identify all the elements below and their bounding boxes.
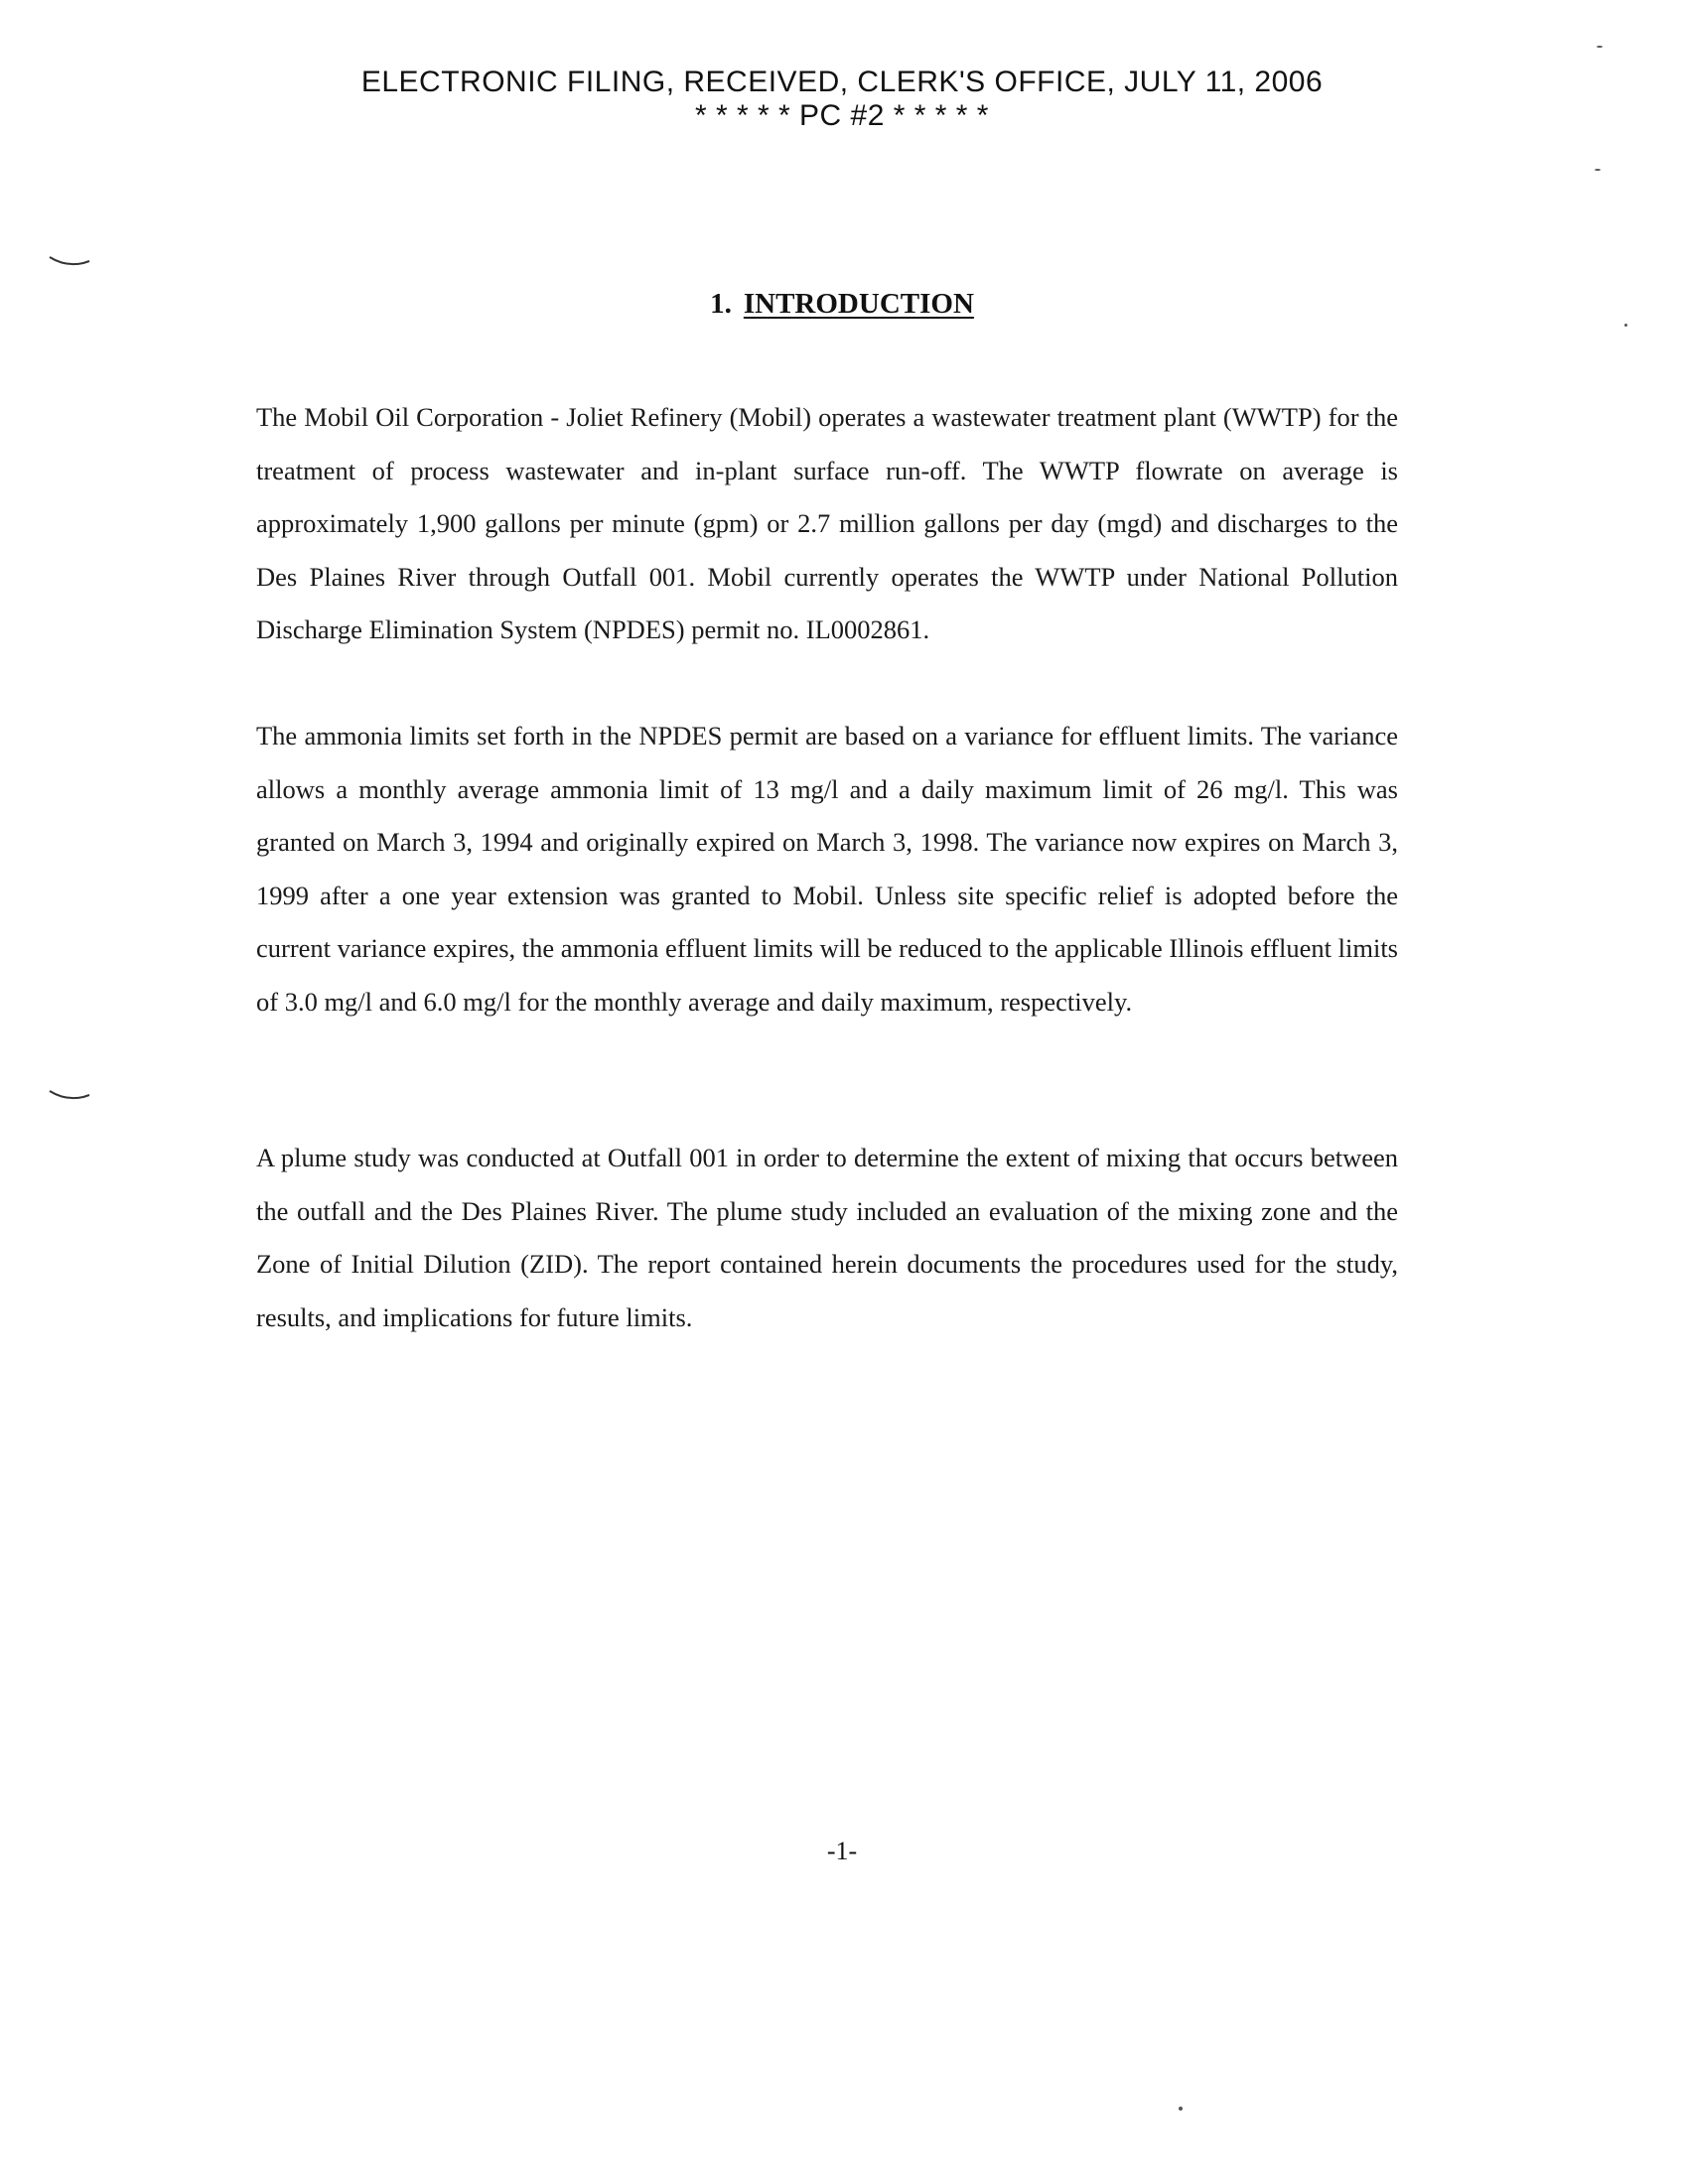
- scan-speck: [1595, 169, 1601, 171]
- section-number: 1.: [710, 288, 732, 320]
- scan-speck: [1179, 2107, 1183, 2111]
- paragraph: The ammonia limits set forth in the NPDES permit are based on a variance for effluent limits. The variance allows a monthly average ammonia limit of 13 mg/l and a daily maximum limit of 26 mg/l. This was granted on March 3, 1994 and originally expired on March 3, 1998. The variance now expires on March 3, 1999 after a one year extension was granted to Mobil. Unless site specific relief is adopted before the current variance expires, the ammonia effluent limits will be reduced to the applicable Illinois effluent limits of 3.0 mg/l and 6.0 mg/l for the monthly average and daily maximum, respectively.: [256, 721, 1398, 1017]
- paragraph: The Mobil Oil Corporation - Joliet Refinery (Mobil) operates a wastewater treatment plant (WWTP) for the treatment of process wastewater and in-plant surface run-off. The WWTP flowrate on average is approximately 1,900 gallons per minute (gpm) or 2.7 million gallons per day (mgd) and discharges to the Des Plaines River through Outfall 001. Mobil currently operates the WWTP under National Pollution Discharge Elimination System (NPDES) permit no. IL0002861.: [256, 402, 1398, 644]
- section-heading: [0, 288, 1684, 321]
- punch-hole-mark: [48, 254, 91, 268]
- scan-speck: [1597, 46, 1603, 48]
- filing-stamp: ELECTRONIC FILING, RECEIVED, CLERK'S OFFICE, JULY 11, 2006: [360, 66, 1324, 98]
- page-number: -1-: [826, 1837, 858, 1865]
- section-title: INTRODUCTION: [743, 288, 974, 320]
- punch-hole-mark: [48, 1088, 91, 1102]
- paragraph: A plume study was conducted at Outfall 001 in order to determine the extent of mixing that occurs between the outfall and the Des Plaines River. The plume study included an evaluation of the mixing zone and the Zone of Initial Dilution (ZID). The report contained herein documents the procedures used for the study, results, and implications for future limits.: [256, 1143, 1398, 1332]
- pc-label: * * * * * PC #2 * * * * *: [695, 99, 989, 132]
- scan-speck: [1624, 324, 1627, 327]
